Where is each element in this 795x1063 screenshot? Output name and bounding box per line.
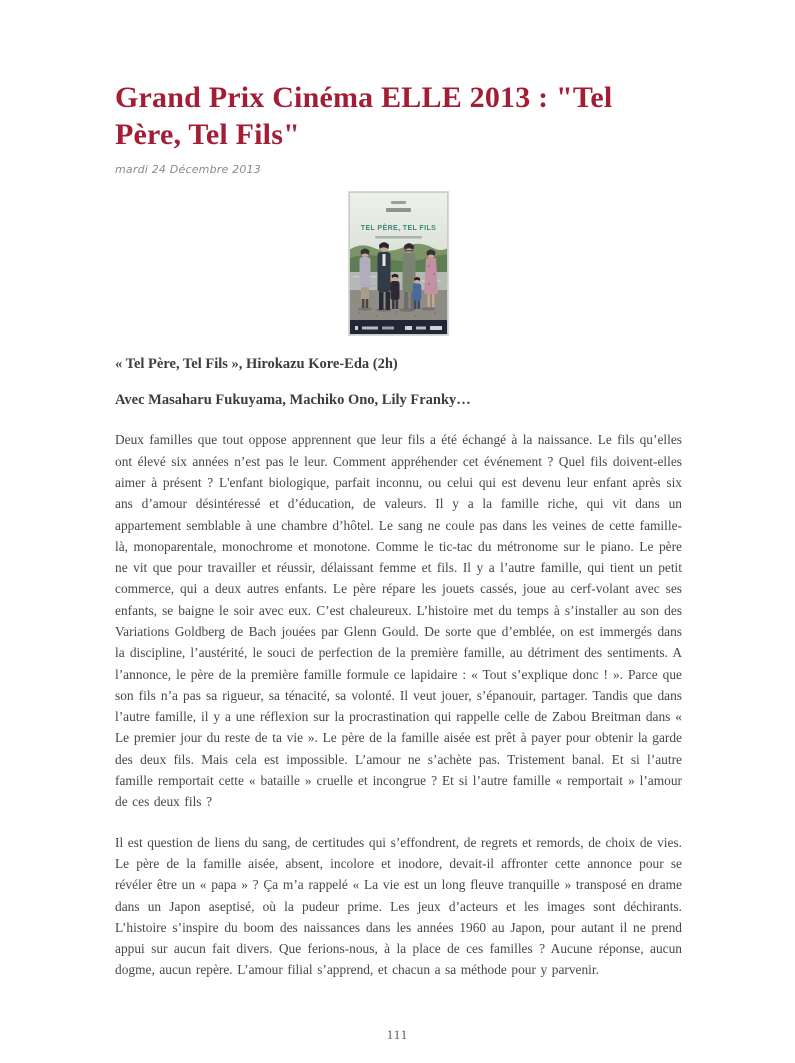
cast-line: Avec Masaharu Fukuyama, Machiko Ono, Lily Franky… xyxy=(115,391,471,408)
film-credit-line: « Tel Père, Tel Fils », Hirokazu Kore-Eda (2h) xyxy=(115,356,398,373)
article-paragraph-2: Il est question de liens du sang, de certitudes qui s’effondrent, de regrets et remords, de choix de vies. Le père de la famille aisée, absent, incolore et inodore, devait-il affronter cette annonce pour se révéler être un « papa » ? Ça m’a rappelé « La vie est un long fleuve tranquille » transposé en drame dans un Japon aseptisé, où la pudeur prime. Les jeux d’acteurs et les images sont déchirants. L’histoire s’inspire du boom des naissances dans les années 1960 au Japon, pour autant il ne prend appui sur aucun fait divers. Que ferions-nous, à la place de ces familles ? Aucune réponse, aucun dogme, aucun repère. L’amour filial s’apprend, et chacun a sa méthode pour y parvenir. xyxy=(115,834,682,978)
page-number: 111 xyxy=(386,1027,409,1042)
movie-poster-frame xyxy=(348,191,449,336)
poster-title-text: TEL PÈRE, TEL FILS xyxy=(360,225,437,233)
poster-bottom-band xyxy=(349,320,448,335)
movie-poster-image xyxy=(349,192,448,335)
article-content xyxy=(115,80,682,981)
article-date: mardi 24 Décembre 2013 xyxy=(115,163,261,177)
article-paragraph-1: Deux familles que tout oppose apprennent que leur fils a été échangé à la naissance. Le fils qu’elles ont élevé six années n’est pas le leur. Comment appréhender cet événement ? Quel fils doivent-elles aimer à présent ? L'enfant biologique, parfait inconnu, ou celui qui est devenu leur enfant après six ans d’amour désintéressé et d’éducation, de valeurs. Il y a la famille riche, qui vit dans un appartement semblable à une chambre d’hôtel. Le sang ne coule pas dans les veines de cette famille-là, monoparentale, monochrome et monotone. Comme le tic-tac du métronome sur le piano. Le père ne vit que pour travailler et réussir, délaissant femme et fils. Il y a l’autre famille, qui tient un petit commerce, qui a deux autres enfants. Le père répare les jouets cassés, joue au cerf-volant avec ses enfants, se baigne le soir avec eux. C’est chaleureux. L’histoire met du temps à s’installer au son des Variations Goldberg de Bach jouées par Glenn Gould. De sorte que d’emblée, on est immergés dans la discipline, l’austérité, le souci de perfection de la première famille, au détriment des sentiments. A l’annonce, le père de la première famille formule ce lapidaire : « Tout s’explique donc ! ». Parce que son fils n’a pas sa rigueur, sa ténacité, sa volonté. Il veut jouer, s’épanouir, partager. Tandis que dans l’autre famille, il y a une réflexion sur la procrastination qui rappelle celle de Zabou Breitman dans « Le premier jour du reste de ta vie ». Le père de la famille aisée est prêt à payer pour obtenir la garde des deux fils. Mais cela est impossible. L’amour ne s’achète pas. Tristement banal. Et si l’autre famille remportait cette « bataille » cruelle et incongrue ? Et si l’autre famille « remportait » l’amour de ces deux fils ? xyxy=(115,432,682,810)
movie-poster xyxy=(115,191,682,340)
article-title: Grand Prix Cinéma ELLE 2013 : "Tel Père, Tel Fils" xyxy=(115,81,613,151)
poster-subcredit xyxy=(375,236,422,239)
